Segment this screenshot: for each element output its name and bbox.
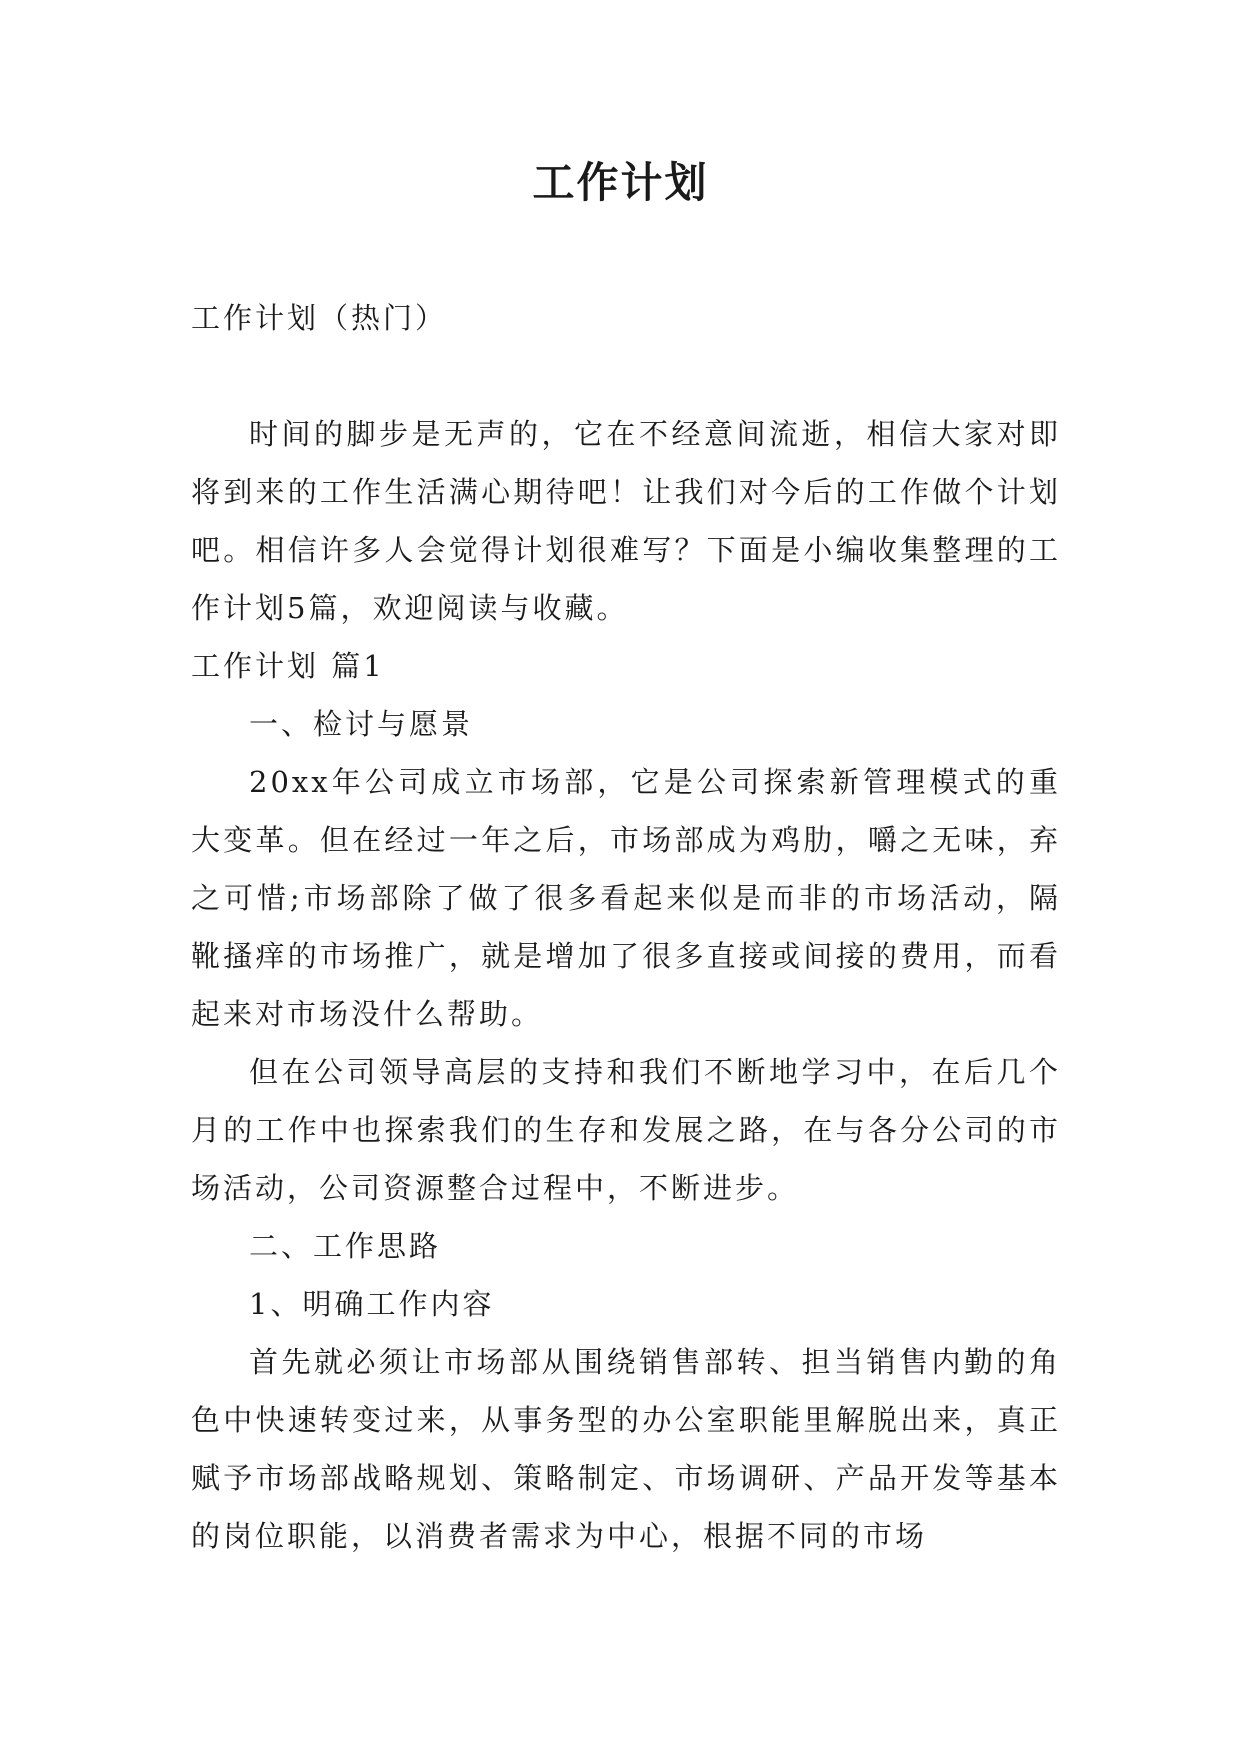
paragraph-leadership-support: 但在公司领导高层的支持和我们不断地学习中，在后几个月的工作中也探索我们的生存和发展之路，在与各分公司的市场活动，公司资源整合过程中，不断进步。 [191,1055,1061,1205]
subheading-clarify-work: 1、明确工作内容 [249,1287,495,1321]
document-subtitle: 工作计划（热门） [191,301,448,335]
subheading-work-approach: 二、工作思路 [249,1229,442,1263]
document-body [191,405,1061,1565]
paragraph-market-role: 首先就必须让市场部从围绕销售部转、担当销售内勤的角色中快速转变过来，从事务型的办公室职能里解脱出来，真正赋予市场部战略规划、策略制定、市场调研、产品开发等基本的岗位职能，以消费者需求为中心，根据不同的市场 [191,1345,1061,1553]
section-heading-part-1: 工作计划 篇1 [191,649,385,683]
paragraph-market-dept: 20xx年公司成立市场部，它是公司探索新管理模式的重大变革。但在经过一年之后，市场部成为鸡肋，嚼之无味，弃之可惜;市场部除了做了很多看起来似是而非的市场活动，隔靴搔痒的市场推广，就是增加了很多直接或间接的费用，而看起来对市场没什么帮助。 [191,765,1061,1031]
paragraph-intro: 时间的脚步是无声的，它在不经意间流逝，相信大家对即将到来的工作生活满心期待吧！让我们对今后的工作做个计划吧。相信许多人会觉得计划很难写？下面是小编收集整理的工作计划5篇，欢迎阅读与收藏。 [191,417,1061,625]
page-title: 工作计划 [532,158,709,207]
subheading-review-vision: 一、检讨与愿景 [249,707,474,741]
